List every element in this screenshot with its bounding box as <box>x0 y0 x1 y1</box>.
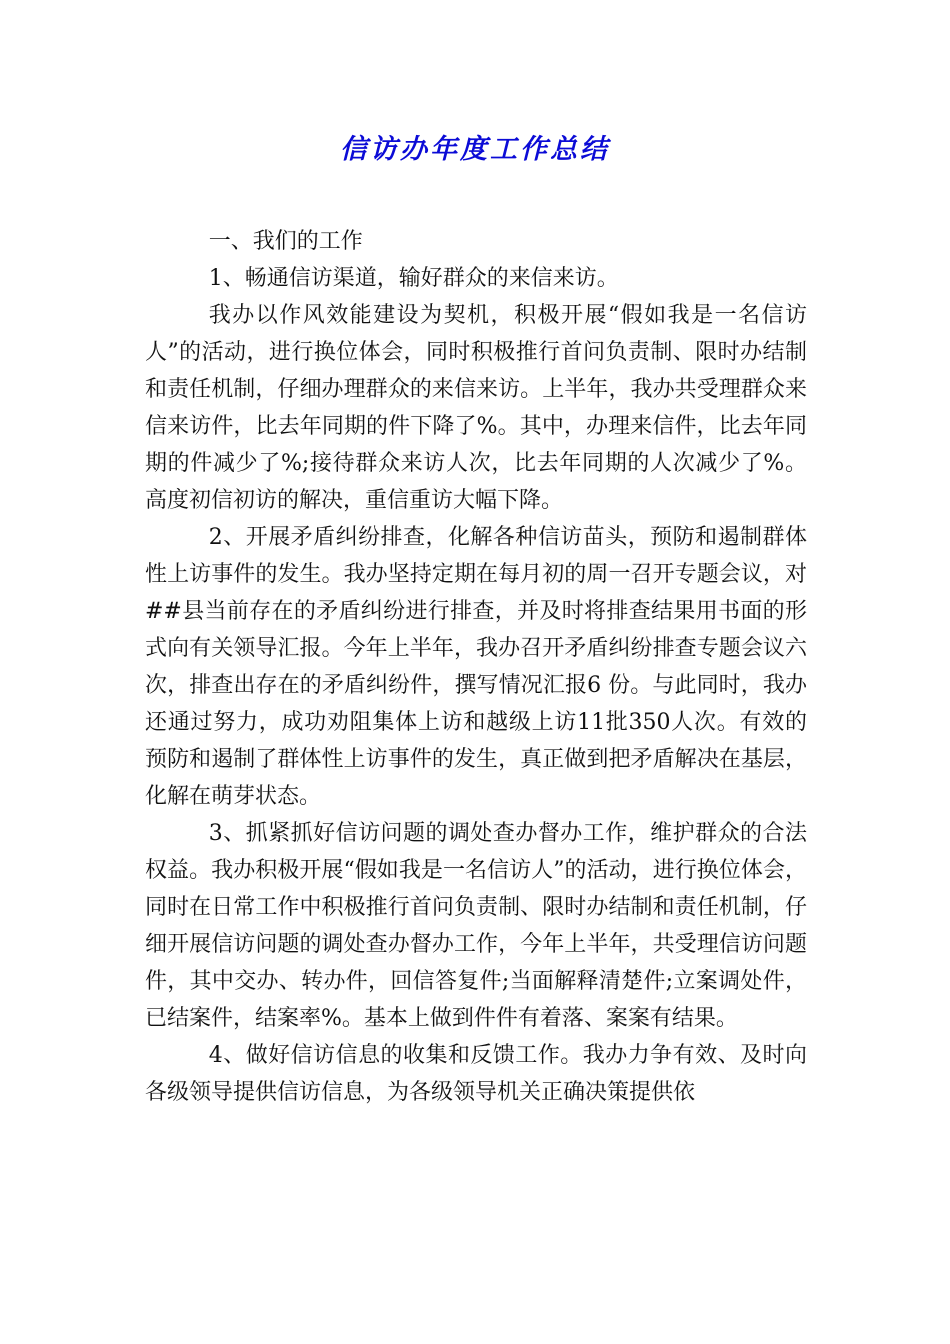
document-body <box>145 223 807 1111</box>
paragraph-item-3: 3、抓紧抓好信访问题的调处查办督办工作，维护群众的合法权益。我办积极开展“假如我是一名信访人”的活动，进行换位体会，同时在日常工作中积极推行首问负责制、限时办结制和责任机制，仔细开展信访问题的调处查办督办工作，今年上半年，共受理信访问题件，其中交办、转办件，回信答复件;当面解释清楚件;立案调处件，已结案件，结案率%。基本上做到件件有着落、案案有结果。 <box>145 821 807 1031</box>
paragraph-item-1-heading: 1、畅通信访渠道，输好群众的来信来访。 <box>208 266 619 291</box>
document-title: 信访办年度工作总结 <box>340 134 610 165</box>
paragraph-item-2: 2、开展矛盾纠纷排查，化解各种信访苗头，预防和遏制群体性上访事件的发生。我办坚持定期在每月初的周一召开专题会议，对##县当前存在的矛盾纠纷进行排查，并及时将排查结果用书面的形式向有关领导汇报。今年上半年，我办召开矛盾纠纷排查专题会议六次，排查出存在的矛盾纠纷件，撰写情况汇报6 份。与此同时，我办还通过努力，成功劝阻集体上访和越级上访11批350人次。有效的预防和遏制了群体性上访事件的发生，真正做到把矛盾解决在基层，化解在萌芽状态。 <box>145 525 807 809</box>
section-heading: 一、我们的工作 <box>208 229 363 254</box>
paragraph-item-4: 4、做好信访信息的收集和反馈工作。我办力争有效、及时向各级领导提供信访信息，为各级领导机关正确决策提供依 <box>145 1043 807 1105</box>
paragraph-item-1-body: 我办以作风效能建设为契机，积极开展“假如我是一名信访人”的活动，进行换位体会，同时积极推行首问负责制、限时办结制和责任机制，仔细办理群众的来信来访。上半年，我办共受理群众来信来访件，比去年同期的件下降了%。其中，办理来信件，比去年同期的件减少了%;接待群众来访人次，比去年同期的人次减少了%。高度初信初访的解决，重信重访大幅下降。 <box>145 303 807 513</box>
